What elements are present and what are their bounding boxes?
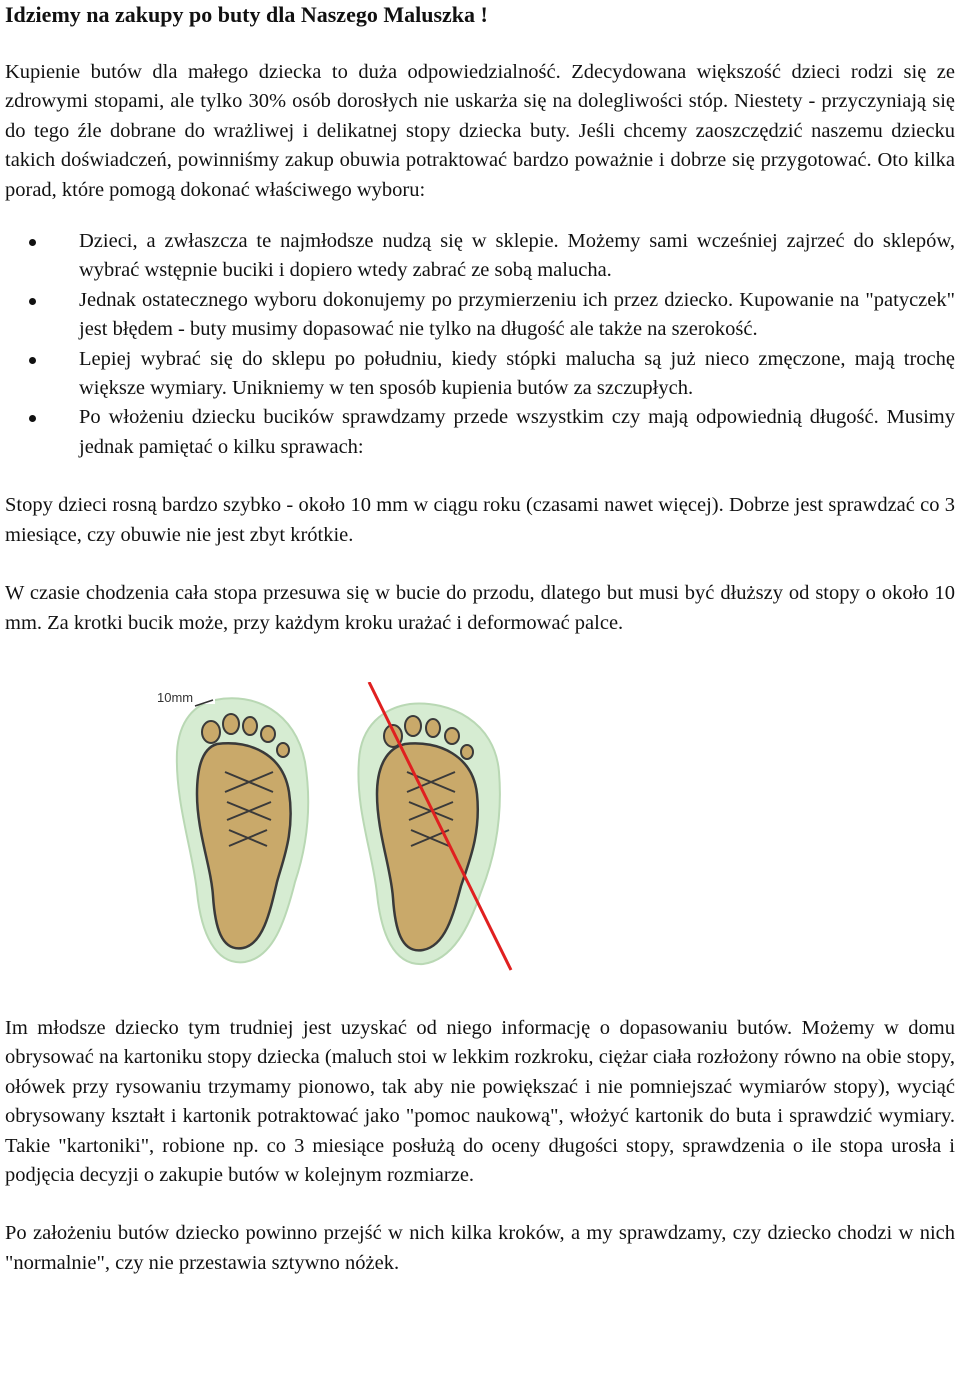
left-toe	[243, 717, 257, 735]
ten-mm-label: 10mm	[157, 689, 194, 705]
list-item	[5, 345, 955, 404]
bullet-icon	[29, 357, 36, 364]
document-page	[5, 0, 955, 1278]
right-toe	[445, 728, 459, 744]
left-toe	[261, 726, 275, 742]
right-toe	[426, 719, 440, 737]
tip-text: Po włożeniu dziecku bucików sprawdzamy przede wszystkim czy mają odpowiednią długość. Musimy jednak pamiętać o kilku sprawach:	[79, 406, 955, 458]
tip-text: Jednak ostatecznego wyboru dokonujemy po przymierzeniu ich przez dziecko. Kupowanie na "patyczek" jest błędem - buty musimy dopasować nie tylko na długość ale także na szerokość.	[79, 288, 955, 341]
cardboard-tracing-paragraph: Im młodsze dziecko tym trudniej jest uzyskać od niego informację o dopasowaniu butów. Możemy w domu obrysować na kartoniku stopy dziecka (maluch stoi w lekkim rozkroku, ciężar ciała rozłożony równo na obie stopy, ołówek przy rysowaniu trzymamy pionowo, tak aby nie powiększać i nie pomniejszać wymiarów stopy), wyciąć obrysowany kształt i kartonik potraktować jako "pomoc naukową", włożyć kartonik do buta i sprawdzić wymiary. Takie "kartoniki", robione np. co 3 miesiące posłużą do oceny długości stopy, sprawdzenia o ile stopa urosła i podjęcia decyzji o zakupie butów w kolejnym rozmiarze.	[5, 1016, 955, 1186]
list-item	[5, 286, 955, 345]
after-fitting-paragraph: Po założeniu butów dziecko powinno przejść w nich kilka kroków, a my sprawdzamy, czy dziecko chodzi w nich "normalnie", czy nie przestawia sztywno nóżek.	[5, 1222, 955, 1274]
intro-paragraph: Kupienie butów dla małego dziecka to duża odpowiedzialność. Zdecydowana większość dzieci rodzi się ze zdrowymi stopami, ale tylko 30% osób dorosłych nie uskarża się na dolegliwości stóp. Niestety - przyczyniają się do tego źle dobrane do wrażliwej i delikatnej stopy dziecka buty. Jeśli chcemy zaoszczędzić naszemu dziecku takich doświadczeń, powinniśmy zakup obuwia potraktować bardzo poważnie i dobrze się przygotować. Oto kilka porad, które pomogą dokonać właściwego wyboru:	[5, 61, 955, 201]
shoe-fit-figure	[5, 682, 955, 982]
tip-text: Lepiej wybrać się do sklepu po południu, kiedy stópki malucha są już nieco zmęczone, mają trochę większe wymiary. Unikniemy w ten sposób kupienia butów za szczupłych.	[79, 347, 955, 400]
left-toe	[202, 721, 220, 743]
right-toe	[405, 716, 421, 736]
left-toe	[223, 714, 239, 734]
bullet-icon	[29, 298, 36, 305]
walking-paragraph: W czasie chodzenia cała stopa przesuwa się w bucie do przodu, dlatego but musi być dłuższy od stopy o około 10 mm. Za krotki bucik może, przy każdym kroku urażać i deformować palce.	[5, 582, 955, 634]
tip-text: Dzieci, a zwłaszcza te najmłodsze nudzą się w sklepie. Możemy sami wcześniej zajrzeć do sklepów, wybrać wstępnie buciki i dopiero wtedy zabrać ze sobą malucha.	[79, 230, 955, 282]
list-item	[5, 227, 955, 286]
foot-sole-illustration	[155, 682, 525, 972]
list-item	[5, 403, 955, 462]
growth-paragraph: Stopy dzieci rosną bardzo szybko - około 10 mm w ciągu roku (czasami nawet więcej). Dobrze jest sprawdzać co 3 miesiące, czy obuwie nie jest zbyt krótkie.	[5, 494, 955, 546]
bullet-icon	[29, 415, 36, 422]
tips-list	[5, 227, 955, 462]
right-toe	[461, 745, 473, 759]
bullet-icon	[29, 239, 36, 246]
page-title: Idziemy na zakupy po buty dla Naszego Maluszka !	[5, 2, 488, 27]
left-toe	[277, 743, 289, 757]
